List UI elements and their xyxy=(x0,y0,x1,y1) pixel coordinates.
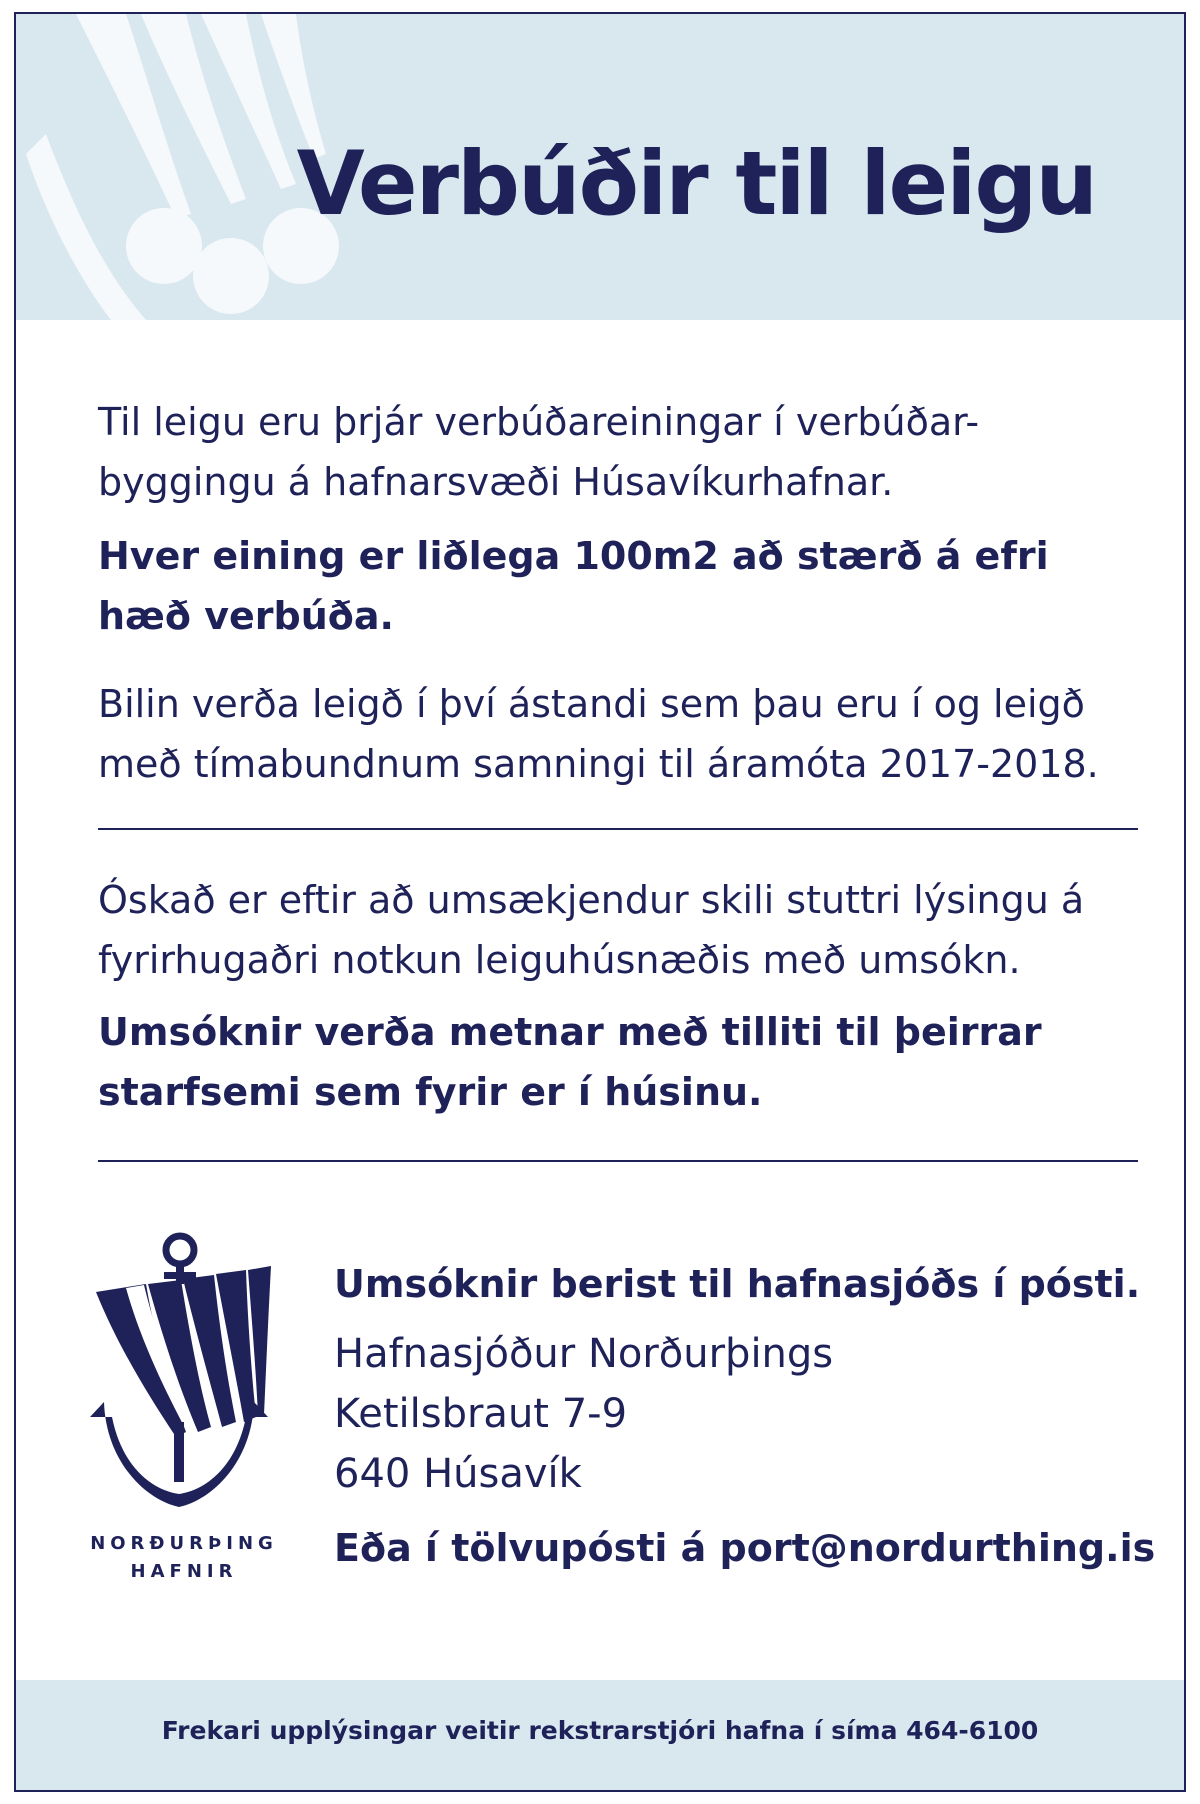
advertisement-frame xyxy=(14,12,1186,1792)
logo-line-1: NORÐURÞING xyxy=(90,1533,278,1554)
divider-2 xyxy=(98,1160,1138,1162)
address-line-3: 640 Húsavík xyxy=(334,1451,582,1497)
body-section-3 xyxy=(98,674,1108,794)
logo-wordmark xyxy=(74,1530,294,1586)
body-section-4 xyxy=(98,870,1108,990)
footer-text: Frekari upplýsingar veitir rekstrarstjóri hafna í síma 464-6100 xyxy=(161,1716,1039,1745)
paragraph-request: Óskað er eftir að umsækjendur skili stuttri lýsingu á fyrirhugaðri notkun leiguhúsnæðis með umsókn. xyxy=(98,878,1085,982)
contact-block xyxy=(334,1254,1186,1578)
footer-band xyxy=(16,1680,1184,1790)
paragraph-size: Hver eining er liðlega 100m2 að stærð á efri hæð verbúða. xyxy=(98,534,1049,638)
page-title: Verbúðir til leigu xyxy=(296,132,1096,235)
divider-1 xyxy=(98,828,1138,830)
logo-line-2: HAFNIR xyxy=(130,1561,238,1582)
email-line: Eða í tölvupósti á port@nordurthing.is xyxy=(334,1526,1156,1570)
paragraph-evaluation: Umsóknir verða metnar með tilliti til þeirrar starfsemi sem fyrir er í húsinu. xyxy=(98,1010,1042,1114)
body-section-5 xyxy=(98,1002,1108,1122)
paragraph-terms: Bilin verða leigð í því ástandi sem þau eru í og leigð með tímabundnum samningi til áramóta 2017-2018. xyxy=(98,682,1099,786)
address-line-1: Hafnasjóður Norðurþings xyxy=(334,1331,834,1377)
anchor-sail-icon xyxy=(86,1232,276,1522)
paragraph-intro: Til leigu eru þrjár verbúðareiningar í verbúðar-byggingu á hafnarsvæði Húsavíkurhafnar. xyxy=(98,400,980,504)
body-section-2 xyxy=(98,526,1108,646)
contact-heading: Umsóknir berist til hafnasjóðs í pósti. xyxy=(334,1262,1141,1306)
header-band xyxy=(16,14,1184,320)
body-section-1 xyxy=(98,392,1108,512)
address-line-2: Ketilsbraut 7-9 xyxy=(334,1391,628,1437)
